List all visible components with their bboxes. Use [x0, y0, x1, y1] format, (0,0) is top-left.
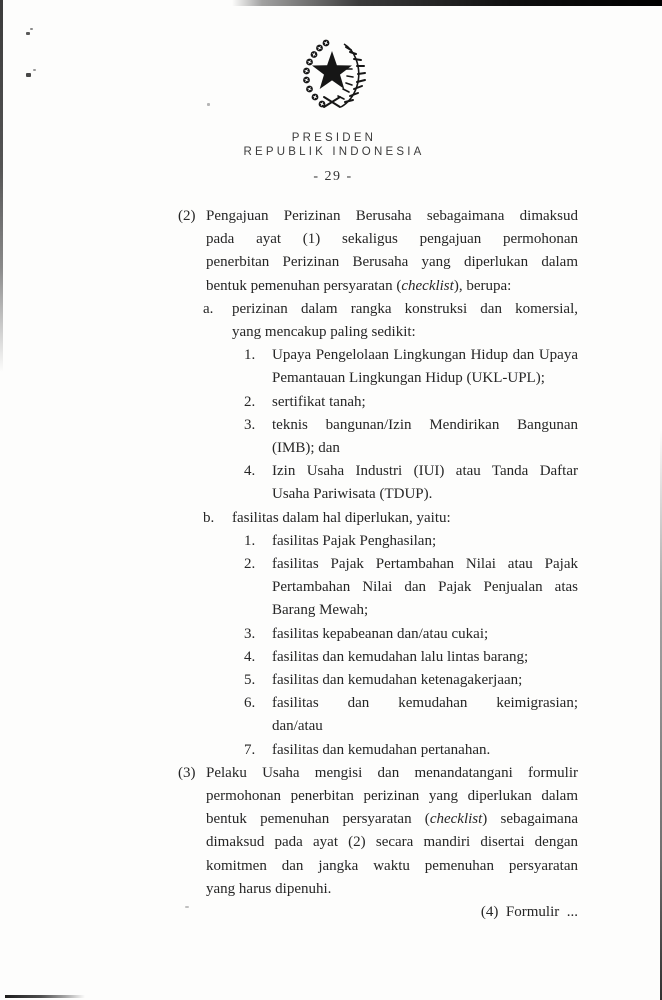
text-segment: yang harus dipenuhi. — [206, 880, 332, 897]
text-segment: yang mencakup paling sedikit: — [232, 324, 416, 341]
document-line — [272, 483, 578, 506]
list-label: 1. — [244, 347, 256, 364]
document-line — [244, 391, 578, 414]
list-label: 3. — [244, 416, 256, 433]
text-segment: bentuk pemenuhan persyaratan ( — [206, 811, 430, 828]
list-label: 1. — [244, 532, 256, 549]
document-line — [272, 599, 578, 622]
document-line — [272, 367, 578, 390]
text-segment: Pemantauan Lingkungan Hidup (UKL-UPL); — [272, 370, 545, 387]
text-segment: fasilitas Pajak Pertambahan Nilai atau Pajak — [272, 556, 578, 573]
scan-speck — [33, 69, 36, 71]
text-segment: ) sebagaimana — [482, 811, 578, 828]
document-line — [206, 228, 578, 251]
list-label: a. — [203, 300, 214, 317]
text-segment: Barang Mewah; — [272, 602, 369, 619]
scan-artifact-bottom-edge — [5, 995, 85, 998]
text-segment: dan/atau — [272, 718, 323, 735]
text-segment: Upaya Pengelolaan Lingkungan Hidup dan Upaya — [272, 347, 578, 364]
italic-term: checklist — [401, 277, 454, 294]
scan-speck — [30, 28, 33, 30]
text-segment: (4) Formulir ... — [480, 904, 578, 921]
text-segment: sertifikat tanah; — [272, 393, 366, 410]
scan-artifact-top-edge — [232, 0, 662, 6]
text-segment: fasilitas dan kemudahan keimigrasian; — [272, 695, 578, 712]
scan-speck — [26, 32, 30, 35]
italic-term: checklist — [429, 811, 483, 828]
document-line — [272, 715, 578, 738]
list-label: b. — [203, 509, 215, 526]
list-label: (2) — [178, 208, 196, 224]
document-line — [178, 205, 578, 228]
document-line — [206, 808, 578, 831]
list-label: 7. — [244, 741, 256, 758]
text-segment: dimaksud pada ayat (2) secara mandiri disertai dengan — [206, 834, 578, 851]
text-segment: pada ayat (1) sekaligus pengajuan permohonan — [206, 231, 578, 248]
text-segment: permohonan penerbitan perizinan yang diperlukan dalam — [206, 788, 578, 805]
list-label: 2. — [244, 556, 256, 573]
document-line — [244, 344, 578, 367]
document-line — [272, 576, 578, 599]
document-line — [206, 785, 578, 808]
document-line — [244, 739, 578, 762]
document-line — [244, 530, 578, 553]
text-segment: fasilitas Pajak Penghasilan; — [272, 532, 437, 549]
list-label: 5. — [244, 672, 256, 689]
text-segment: Pelaku Usaha mengisi dan menandatangani formulir — [206, 764, 578, 781]
document-line — [178, 901, 578, 924]
list-label: 2. — [244, 393, 256, 410]
document-line — [244, 646, 578, 669]
document-line — [232, 321, 578, 344]
text-segment: ), berupa: — [453, 277, 512, 294]
document-line — [203, 507, 578, 530]
text-segment: fasilitas dan kemudahan pertanahan. — [272, 741, 491, 758]
document-line — [244, 692, 578, 715]
document-line — [244, 460, 578, 483]
list-label: 4. — [244, 463, 256, 480]
text-segment: komitmen dan jangka waktu pemenuhan persyaratan — [206, 857, 578, 874]
institution-name-line2: REPUBLIK INDONESIA — [243, 146, 425, 158]
scan-speck — [26, 73, 31, 77]
document-line — [178, 762, 578, 785]
document-line — [272, 437, 578, 460]
document-body — [178, 205, 578, 924]
text-segment: Pengajuan Perizinan Berusaha sebagaimana dimaksud — [206, 208, 578, 224]
text-segment: Pertambahan Nilai dan Pajak Penjualan atas — [272, 579, 578, 596]
text-segment: Usaha Pariwisata (TDUP). — [272, 486, 433, 503]
list-label: 3. — [244, 625, 256, 642]
document-line — [206, 855, 578, 878]
document-line — [206, 878, 578, 901]
text-segment: teknis bangunan/Izin Mendirikan Bangunan — [272, 416, 578, 433]
text-segment: fasilitas kepabeanan dan/atau cukai; — [272, 625, 489, 642]
text-segment: fasilitas dan kemudahan ketenagakerjaan; — [272, 672, 523, 689]
scan-speck — [207, 103, 210, 106]
document-line — [206, 275, 578, 298]
document-line — [203, 298, 578, 321]
presidential-emblem-icon — [288, 38, 374, 118]
scan-artifact-left-edge — [0, 0, 3, 372]
text-segment: penerbitan Perizinan Berusaha yang diperlukan dalam — [206, 254, 578, 271]
document-line — [244, 623, 578, 646]
document-line — [244, 414, 578, 437]
page-number: - 29 - — [313, 169, 353, 184]
text-segment: (IMB); dan — [272, 440, 340, 457]
list-label: 4. — [244, 648, 256, 665]
text-segment: fasilitas dalam hal diperlukan, yaitu: — [232, 509, 451, 526]
list-label: 6. — [244, 695, 256, 712]
text-segment: bentuk pemenuhan persyaratan ( — [206, 277, 402, 294]
document-line — [206, 251, 578, 274]
document-line — [206, 831, 578, 854]
institution-name-line1: PRESIDEN — [291, 132, 377, 144]
text-segment: Izin Usaha Industri (IUI) atau Tanda Daftar — [272, 463, 578, 480]
document-line — [244, 553, 578, 576]
text-segment: perizinan dalam rangka konstruksi dan komersial, — [232, 300, 578, 317]
text-segment: fasilitas dan kemudahan lalu lintas barang; — [272, 648, 529, 665]
list-label: (3) — [178, 764, 196, 781]
document-line — [244, 669, 578, 692]
